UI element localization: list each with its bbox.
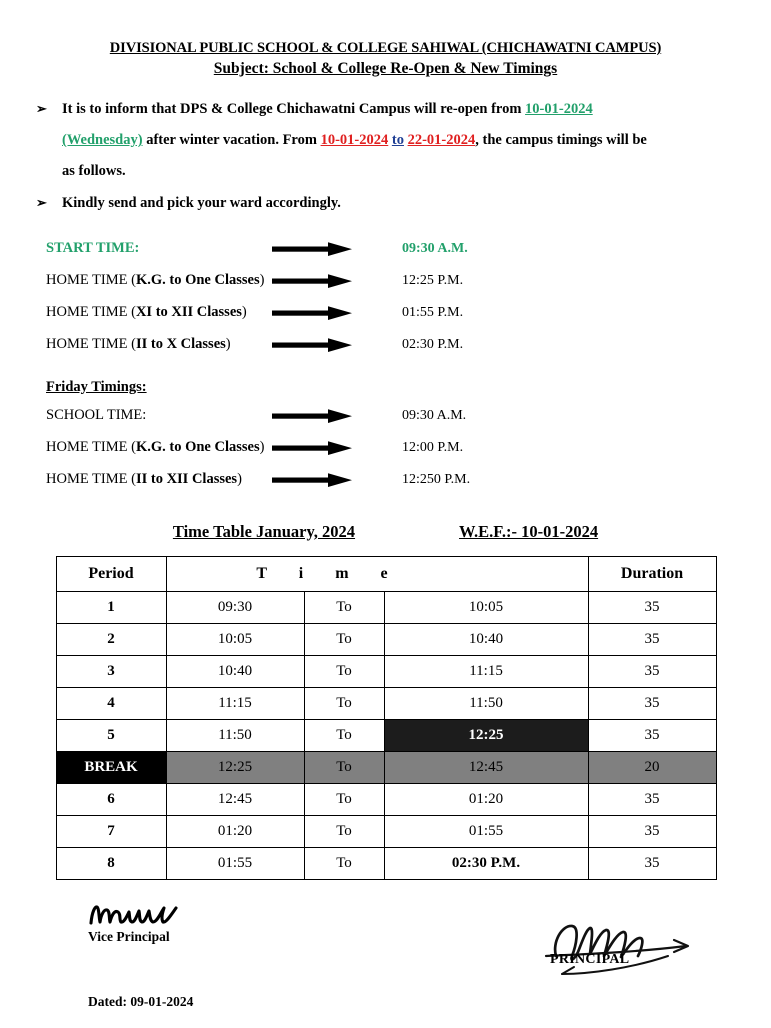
cell-start-time: 01:20 <box>166 815 304 847</box>
cell-to: To <box>304 847 384 879</box>
notice-bullet-2-text: Kindly send and pick your ward accordingly. <box>62 194 341 211</box>
timing-value: 02:30 P.M. <box>402 336 464 352</box>
timing-label <box>46 304 272 321</box>
timing-label-tail: ) <box>225 336 231 353</box>
table-row <box>56 815 716 847</box>
table-header-row <box>56 556 716 591</box>
cell-duration: 35 <box>588 591 716 623</box>
timing-label-bold: XI to XII Classes <box>135 304 242 321</box>
notice-bullet-2 <box>36 188 747 219</box>
cell-end-time: 01:55 <box>384 815 588 847</box>
timing-label-plain: START TIME: <box>46 240 140 257</box>
cell-duration: 35 <box>588 623 716 655</box>
range-to-date: 22-01-2024 <box>407 132 476 149</box>
timing-label <box>46 272 272 289</box>
notice-bullet-1 <box>36 94 747 188</box>
cell-duration: 35 <box>588 687 716 719</box>
range-joiner: to <box>391 132 404 149</box>
timetable <box>56 556 717 880</box>
cell-end-time: 11:50 <box>384 687 588 719</box>
timing-label-tail: ) <box>259 439 265 456</box>
arrow-icon <box>272 240 402 258</box>
friday-timings-list <box>0 400 771 496</box>
cell-end-time: 11:15 <box>384 655 588 687</box>
notice-line3: as follows. <box>62 163 126 180</box>
timing-label-tail: ) <box>259 272 265 289</box>
notice-line1-lead: It is to inform that DPS & College Chichawatni Campus will re-open from <box>62 101 522 117</box>
timetable-title-left: Time Table January, 2024 <box>172 521 356 541</box>
table-row <box>56 687 716 719</box>
table-row-break <box>56 751 716 783</box>
timing-label <box>46 240 272 257</box>
cell-period: 2 <box>56 623 166 655</box>
cell-end-time: 12:45 <box>384 751 588 783</box>
cell-start-time: 09:30 <box>166 591 304 623</box>
cell-to: To <box>304 623 384 655</box>
timing-row-friday-home-ii-xii <box>46 464 771 496</box>
arrow-icon <box>272 439 402 457</box>
cell-period: 1 <box>56 591 166 623</box>
timing-label-plain: SCHOOL TIME: <box>46 407 147 424</box>
cell-start-time: 10:40 <box>166 655 304 687</box>
cell-duration: 35 <box>588 783 716 815</box>
timing-row-start-time <box>46 233 771 265</box>
timing-value: 09:30 A.M. <box>402 407 467 423</box>
column-header-period: Period <box>56 556 166 591</box>
table-row <box>56 623 716 655</box>
cell-to: To <box>304 783 384 815</box>
column-header-duration: Duration <box>588 556 716 591</box>
timetable-title <box>0 522 771 542</box>
institution-title: DIVISIONAL PUBLIC SCHOOL & COLLEGE SAHIWAL (CHICHAWATNI CAMPUS) <box>109 40 662 56</box>
timing-label <box>46 336 272 353</box>
timing-row-home-kg-one <box>46 265 771 297</box>
timing-label-tail: ) <box>241 304 247 321</box>
arrow-icon <box>272 272 402 290</box>
timing-label-bold: II to X Classes <box>135 336 226 353</box>
cell-period: 6 <box>56 783 166 815</box>
cell-to: To <box>304 687 384 719</box>
table-row <box>56 719 716 751</box>
table-row <box>56 783 716 815</box>
bullet-arrow-icon: ➢ <box>36 101 47 116</box>
timing-value: 12:25 P.M. <box>402 272 464 288</box>
arrow-icon <box>272 336 402 354</box>
cell-end-time: 10:05 <box>384 591 588 623</box>
column-header-time-label: T i m e <box>256 564 402 582</box>
timing-label-bold: K.G. to One Classes <box>135 272 260 289</box>
table-row <box>56 591 716 623</box>
cell-duration: 20 <box>588 751 716 783</box>
timing-label-plain: HOME TIME ( <box>46 336 136 353</box>
principal-label: PRINCIPAL <box>550 951 630 967</box>
column-header-time <box>166 556 588 591</box>
timing-label <box>46 439 272 456</box>
cell-to: To <box>304 655 384 687</box>
arrow-icon <box>272 471 402 489</box>
cell-break-label: BREAK <box>56 751 166 783</box>
cell-duration: 35 <box>588 655 716 687</box>
arrow-icon <box>272 407 402 425</box>
cell-to: To <box>304 815 384 847</box>
notice-bullet-1-text <box>62 94 747 188</box>
cell-duration: 35 <box>588 719 716 751</box>
notice-line2-lead: after winter vacation. From <box>146 132 317 149</box>
timing-value: 12:00 P.M. <box>402 439 464 455</box>
cell-start-time: 12:45 <box>166 783 304 815</box>
bullet-arrow-icon: ➢ <box>36 194 47 210</box>
timing-row-home-xi-xii <box>46 297 771 329</box>
timetable-container <box>56 556 716 880</box>
timing-label-tail: ) <box>237 471 242 488</box>
notice-section <box>0 94 771 219</box>
timing-label <box>46 407 272 424</box>
principal-signature-block <box>528 912 718 976</box>
table-row <box>56 655 716 687</box>
table-row <box>56 847 716 879</box>
timing-value: 09:30 A.M. <box>402 240 468 256</box>
timing-label-bold: K.G. to One Classes <box>135 439 260 456</box>
cell-start-time: 11:15 <box>166 687 304 719</box>
timing-label-plain: HOME TIME ( <box>46 439 136 456</box>
cell-start-time: 12:25 <box>166 751 304 783</box>
cell-period: 5 <box>56 719 166 751</box>
cell-end-time: 02:30 P.M. <box>384 847 588 879</box>
timing-value: 12:250 P.M. <box>402 471 471 487</box>
vice-principal-label: Vice Principal <box>88 928 170 944</box>
timing-label-plain: HOME TIME ( <box>46 272 136 289</box>
notice-line2-tail: , the campus timings will be <box>475 132 647 149</box>
timing-label <box>46 471 272 488</box>
arrow-icon <box>272 304 402 322</box>
timing-row-home-ii-x <box>46 329 771 361</box>
reopen-day: (Wednesday) <box>62 132 143 149</box>
cell-to: To <box>304 591 384 623</box>
vice-principal-signature-icon <box>88 902 180 928</box>
cell-end-time: 10:40 <box>384 623 588 655</box>
document-header <box>0 0 771 78</box>
cell-period: 7 <box>56 815 166 847</box>
signature-area <box>0 898 771 1028</box>
cell-duration: 35 <box>588 815 716 847</box>
dated-label: Dated: 09-01-2024 <box>88 993 194 1009</box>
cell-to: To <box>304 719 384 751</box>
friday-timings-heading: Friday Timings: <box>46 378 147 395</box>
cell-to: To <box>304 751 384 783</box>
timing-label-bold: II to XII Classes <box>135 471 238 488</box>
vice-principal-signature-block <box>88 902 180 945</box>
cell-end-time: 01:20 <box>384 783 588 815</box>
cell-duration: 35 <box>588 847 716 879</box>
regular-timings-list <box>0 233 771 361</box>
cell-start-time: 01:55 <box>166 847 304 879</box>
timing-label-plain: HOME TIME ( <box>46 304 136 321</box>
cell-end-time: 12:25 <box>384 719 588 751</box>
cell-period: 8 <box>56 847 166 879</box>
reopen-date: 10-01-2024 <box>525 101 593 117</box>
timing-row-friday-home-kg-one <box>46 432 771 464</box>
subject-title: Subject: School & College Re-Open & New Timings <box>213 60 558 77</box>
range-from-date: 10-01-2024 <box>320 132 389 149</box>
timetable-title-right: W.E.F.:- 10-01-2024 <box>459 521 599 541</box>
timing-value: 01:55 P.M. <box>402 304 464 320</box>
timing-row-friday-school-time <box>46 400 771 432</box>
timing-label-plain: HOME TIME ( <box>46 471 136 488</box>
cell-period: 4 <box>56 687 166 719</box>
cell-period: 3 <box>56 655 166 687</box>
principal-signature-icon <box>528 912 718 981</box>
cell-start-time: 11:50 <box>166 719 304 751</box>
cell-start-time: 10:05 <box>166 623 304 655</box>
